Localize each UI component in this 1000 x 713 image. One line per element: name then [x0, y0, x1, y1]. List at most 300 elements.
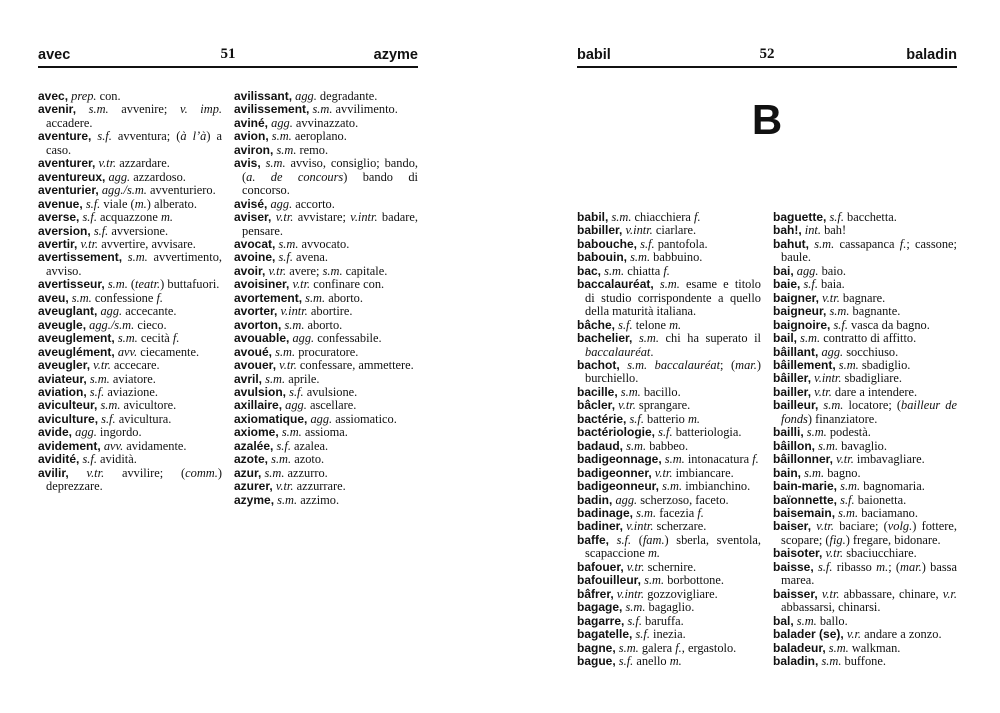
headword: bâillon, [773, 438, 815, 453]
definition-text: viale ( [100, 196, 135, 211]
grammar-label: s.m. [88, 102, 109, 117]
right-column-1 [577, 211, 761, 668]
headword: baie, [773, 277, 801, 292]
headword: aveugler, [38, 358, 91, 373]
definition-text: ) alberato. [146, 196, 197, 211]
grammar-label: agg. [295, 89, 317, 103]
definition-text: aviatore. [109, 371, 156, 386]
headword: azyme, [234, 492, 275, 507]
definition-text: ) fregare, bidonare. [845, 532, 941, 547]
definition-text: batteriologia. [672, 425, 742, 440]
dictionary-entry [577, 642, 761, 655]
definition-text: confessare, ammettere. [296, 358, 414, 373]
dictionary-entry [234, 278, 418, 291]
headword: bâillement, [773, 357, 836, 372]
dictionary-entry [38, 346, 222, 359]
grammar-label: s.m. [322, 263, 343, 278]
headword: avidement, [38, 438, 101, 453]
definition-text: aviazione. [104, 384, 158, 399]
grammar-label: s.m. [618, 640, 639, 655]
definition-text: ingordo. [96, 425, 142, 440]
definition-text: bacillo. [640, 384, 681, 399]
grammar-label: s.m. [662, 479, 683, 494]
dictionary-entry [577, 399, 761, 412]
dictionary-entry [577, 224, 761, 237]
definition-text: sbadigliare. [841, 371, 903, 386]
grammar-label: s.m. [275, 344, 296, 359]
dictionary-entry [38, 413, 222, 426]
dictionary-entry [38, 211, 222, 224]
dictionary-entry [577, 251, 761, 264]
definition-text: confessione [91, 290, 157, 305]
dictionary-entry [577, 494, 761, 507]
grammar-label: s.f. [627, 613, 642, 628]
grammar-label: à l’à [180, 129, 207, 144]
grammar-label: s.f. [618, 653, 634, 668]
headword: bagarre, [577, 613, 625, 628]
dictionary-entry [38, 184, 222, 197]
right-page [577, 0, 957, 713]
grammar-label: comm. [185, 465, 218, 480]
headword: badinage, [577, 505, 634, 520]
definition-text: avvilire; ( [104, 465, 186, 480]
definition-text: sbadiglio. [858, 357, 911, 372]
definition-text: andare a zonzo. [861, 627, 942, 642]
right-running-header [577, 44, 957, 68]
grammar-label: s.m. [264, 465, 285, 480]
headword: avoué, [234, 344, 273, 359]
dictionary-entry [773, 224, 957, 237]
dictionary-entry [38, 90, 222, 103]
grammar-label: s.m. [277, 492, 298, 507]
definition-text: avviso, consiglio; bando, ( [242, 156, 418, 184]
definition-text: aborto. [325, 290, 363, 305]
grammar-label: f. [694, 210, 701, 224]
section-letter: B [751, 96, 783, 143]
headword: avis, [234, 156, 261, 171]
dictionary-entry [234, 413, 418, 426]
grammar-label: int. [804, 223, 821, 238]
definition-text: telone [632, 317, 670, 332]
definition-text: avversione. [108, 223, 169, 238]
dictionary-entry [234, 144, 418, 157]
definition-text: cassapanca [834, 236, 900, 251]
headword: bafouer, [577, 559, 624, 574]
headword: bactérie, [577, 411, 627, 426]
grammar-label: m. [687, 411, 701, 426]
headword: aveu, [38, 290, 69, 305]
grammar-label: s.f. [658, 425, 673, 440]
definition-text: azzardare. [116, 156, 170, 171]
dictionary-entry [577, 211, 761, 224]
definition-text: ) deprezzare. [46, 465, 222, 494]
grammar-label: s.f. [818, 559, 833, 574]
dictionary-entry [773, 440, 957, 453]
headword: avisé, [234, 196, 268, 211]
dictionary-entry [577, 467, 761, 480]
grammar-label: v.tr. [279, 358, 297, 373]
grammar-label: s.m. [265, 371, 286, 386]
definition-text: ; cassone; baule. [781, 236, 957, 265]
dictionary-entry [577, 359, 761, 386]
headword: avertir, [38, 236, 78, 251]
grammar-label: s.m. [71, 290, 92, 305]
grammar-label: s.m. [804, 465, 825, 480]
headword: avide, [38, 425, 73, 440]
dictionary-entry [773, 494, 957, 507]
headword: bai, [773, 263, 794, 278]
definition-text: azzimo. [297, 492, 340, 507]
left-guide-word-first: avec [38, 47, 71, 63]
grammar-label: v.tr. [626, 559, 645, 574]
headword: aveuglement, [38, 331, 115, 346]
grammar-label: v.tr. [654, 465, 673, 480]
dictionary-entry [38, 225, 222, 238]
definition-text: ) bassa marea. [781, 559, 957, 588]
dictionary-entry [577, 588, 761, 601]
grammar-label: s.m. [611, 210, 632, 224]
left-column-1 [38, 90, 222, 494]
definition-text: degradante. [316, 89, 378, 103]
grammar-label: s.m. [823, 398, 844, 413]
right-guide-word-first: babil [577, 47, 611, 63]
dictionary-entry [234, 440, 418, 453]
dictionary-entry [773, 520, 957, 547]
headword: bâcler, [577, 398, 616, 413]
dictionary-entry [234, 426, 418, 439]
grammar-label: s.m. [89, 371, 110, 386]
grammar-label: s.m. [636, 505, 657, 520]
headword: bal, [773, 613, 794, 628]
definition-text: acquazzone [96, 210, 161, 225]
definition-text: babbeo. [646, 438, 689, 453]
dictionary-entry [38, 440, 222, 453]
dictionary-entry [38, 332, 222, 345]
headword: bagne, [577, 640, 616, 655]
headword: avortement, [234, 290, 303, 305]
headword: baisemain, [773, 505, 836, 520]
headword: azurer, [234, 479, 273, 494]
dictionary-entry [773, 467, 957, 480]
headword: avorter, [234, 304, 278, 319]
definition-text: chiacchiera [631, 210, 695, 224]
dictionary-entry [773, 642, 957, 655]
grammar-label: s.m. [806, 425, 827, 440]
dictionary-entry [773, 588, 957, 615]
definition-text: avvilimento. [332, 102, 398, 117]
grammar-label: v.tr. [618, 398, 636, 413]
definition-text [632, 331, 639, 345]
grammar-label: f. [156, 290, 164, 305]
dictionary-entry [234, 386, 418, 399]
grammar-label: agg. [271, 115, 293, 130]
grammar-label: agg. [796, 263, 819, 278]
grammar-label: agg. [108, 169, 131, 184]
grammar-label: v.intr. [616, 586, 645, 601]
grammar-label: v.tr. [816, 519, 834, 534]
grammar-label: agg./s.m. [101, 183, 147, 198]
definition-text: baia. [817, 277, 845, 292]
grammar-label: s.m. [644, 573, 665, 588]
dictionary-entry [38, 103, 222, 130]
headword: bailli, [773, 425, 804, 440]
grammar-label: s.f. [85, 196, 101, 211]
definition-text: azzardoso. [130, 169, 186, 184]
headword: bâillonner, [773, 452, 834, 467]
dictionary-entry [38, 130, 222, 157]
grammar-label: s.m. [659, 277, 680, 292]
grammar-label: m. [669, 317, 682, 332]
grammar-label: s.m. [829, 304, 850, 319]
grammar-label: m. [669, 653, 682, 668]
headword: aventurer, [38, 156, 96, 171]
grammar-label: s.f. [89, 384, 105, 399]
grammar-label: s.m. [271, 129, 292, 144]
dictionary-entry [577, 480, 761, 493]
headword: badaud, [577, 438, 624, 453]
definition-text: con. [96, 89, 121, 103]
definition-text: batterio [643, 411, 688, 426]
dictionary-entry [38, 319, 222, 332]
grammar-label: v.intr. [814, 371, 842, 386]
dictionary-entry [234, 480, 418, 493]
dictionary-entry [773, 655, 957, 668]
right-column-2 [773, 211, 957, 668]
definition-text [76, 102, 89, 116]
dictionary-entry [234, 494, 418, 507]
grammar-label: s.f. [840, 492, 855, 507]
headword: babil, [577, 210, 609, 224]
definition-text: buffone. [841, 653, 886, 668]
dictionary-entry [38, 426, 222, 439]
definition-text: gozzovigliare. [644, 586, 718, 601]
dictionary-entry [234, 90, 418, 103]
definition-text: ( [631, 532, 643, 547]
headword: avertissement, [38, 250, 123, 265]
dictionary-entry [38, 373, 222, 386]
definition-text: vasca da bagno. [847, 317, 930, 332]
grammar-label: fig. [829, 532, 846, 547]
dictionary-entry [773, 426, 957, 439]
definition-text: imbavagliare. [853, 452, 925, 467]
definition-text: ciarlare. [652, 223, 697, 238]
definition-text: imbianchino. [682, 479, 751, 494]
dictionary-entry [234, 103, 418, 116]
dictionary-entry [234, 265, 418, 278]
headword: aventure, [38, 129, 92, 144]
headword: aventurier, [38, 183, 99, 198]
definition-text: baionetta. [854, 492, 907, 507]
headword: azur, [234, 465, 262, 480]
dictionary-entry [234, 251, 418, 264]
definition-text: scherzare. [653, 519, 707, 534]
dictionary-entry [234, 198, 418, 211]
definition-text: ) finanziatore. [807, 411, 878, 426]
definition-text: galera [638, 640, 676, 655]
definition-text: podestà. [826, 425, 871, 440]
definition-text: , ergastolo. [681, 640, 737, 655]
grammar-label: s.m. [281, 425, 302, 440]
grammar-label: s.f. [629, 411, 644, 426]
definition-text: ; ( [888, 559, 901, 574]
left-page [38, 0, 418, 713]
headword: avoir, [234, 263, 266, 278]
dictionary-entry [773, 386, 957, 399]
headword: azalée, [234, 438, 274, 453]
dictionary-entry [234, 453, 418, 466]
dictionary-entry [234, 211, 418, 238]
dictionary-entry [234, 238, 418, 251]
headword: aviation, [38, 384, 87, 399]
definition-text: avvocato. [298, 236, 350, 251]
definition-text: ) buttafuori. [160, 277, 220, 292]
grammar-label: agg. [615, 492, 638, 507]
headword: avenir, [38, 102, 77, 117]
grammar-label: v. imp. [180, 102, 222, 117]
headword: badigeonneur, [577, 479, 660, 494]
grammar-label: s.m. [828, 640, 849, 655]
grammar-label: v.intr. [626, 519, 654, 534]
grammar-label: s.m. [821, 653, 842, 668]
headword: badin, [577, 492, 613, 507]
dictionary-entry [38, 467, 222, 494]
definition-text: assiomatico. [332, 411, 397, 426]
dictionary-entry [577, 426, 761, 439]
definition-text: avvertimento, avviso. [46, 250, 222, 278]
grammar-label: v.intr. [350, 210, 378, 225]
headword: bacille, [577, 384, 618, 399]
definition-text: abortire. [307, 304, 353, 319]
grammar-label: f. [697, 505, 704, 520]
headword: bactériologie, [577, 425, 656, 440]
headword: badigeonnage, [577, 452, 662, 467]
dictionary-entry [577, 655, 761, 668]
headword: avouable, [234, 331, 290, 346]
headword: bahut, [773, 236, 809, 251]
headword: bail, [773, 331, 798, 346]
headword: avertisseur, [38, 277, 105, 292]
grammar-label: s.f. [640, 236, 655, 251]
headword: bague, [577, 653, 616, 668]
dictionary-entry [773, 211, 957, 224]
dictionary-entry [38, 251, 222, 278]
grammar-label: s.m. [127, 250, 148, 265]
grammar-label: fam. [642, 532, 665, 547]
definition-text: contratto di affitto. [820, 331, 917, 346]
definition-text: bagnomaria. [860, 479, 925, 494]
headword: aveuglément, [38, 344, 115, 359]
dictionary-entry [773, 278, 957, 291]
grammar-label: f. [663, 263, 670, 278]
grammar-label: s.f. [276, 438, 291, 453]
definition-text: ) a caso. [46, 129, 222, 157]
grammar-label: s.m. [278, 236, 299, 251]
dictionary-entry [577, 332, 761, 359]
grammar-label: agg. [270, 196, 293, 211]
definition-text: avvistare; [293, 210, 351, 225]
definition-text: babbuino. [650, 250, 703, 265]
dictionary-entry [38, 453, 222, 466]
headword: bafouilleur, [577, 573, 642, 588]
dictionary-entry [577, 440, 761, 453]
dictionary-entry [38, 278, 222, 291]
headword: avoine, [234, 250, 276, 265]
headword: bagage, [577, 600, 623, 615]
headword: aviné, [234, 115, 269, 130]
headword: averse, [38, 210, 80, 225]
grammar-label: v.tr. [836, 452, 854, 467]
dictionary-entry [234, 399, 418, 412]
headword: avouer, [234, 358, 277, 373]
headword: avilissement, [234, 102, 310, 117]
dictionary-entry [773, 292, 957, 305]
headword: bagatelle, [577, 627, 633, 642]
dictionary-entry [773, 332, 957, 345]
definition-text: cecità [137, 331, 173, 346]
dictionary-entry [577, 507, 761, 520]
grammar-label: f. [752, 452, 759, 467]
definition-text: avidità. [96, 452, 137, 467]
grammar-label: agg. [100, 304, 123, 319]
grammar-label: s.m. [625, 600, 646, 615]
dictionary-entry [234, 373, 418, 386]
dictionary-entry [577, 278, 761, 318]
definition-text: anello [633, 653, 670, 668]
definition-text: baciare; ( [833, 519, 888, 534]
grammar-label: avv. [103, 438, 124, 453]
grammar-label: m. [134, 196, 147, 211]
headword: avulsion, [234, 384, 287, 399]
grammar-label: s.m. [312, 102, 333, 117]
grammar-label: s.m. [265, 156, 286, 171]
grammar-label: mar. [735, 357, 757, 372]
definition-text: baciamano. [858, 505, 918, 520]
dictionary-entry [773, 399, 957, 426]
grammar-label: s.f. [97, 129, 112, 144]
definition-text: sprangare. [635, 398, 691, 413]
definition-text: aprile. [285, 371, 320, 386]
dictionary-entry [773, 346, 957, 359]
definition-text [609, 533, 617, 547]
definition-text: imbiancare. [672, 465, 734, 480]
grammar-label: mar. [900, 559, 922, 574]
grammar-label: m. [160, 210, 173, 225]
definition-text: ) bando di concorso. [242, 169, 418, 198]
grammar-label: prep. [71, 89, 97, 103]
left-guide-word-last: azyme [373, 47, 418, 63]
dictionary-entry [773, 305, 957, 318]
grammar-label: s.f. [82, 452, 97, 467]
definition-text: azzurrare. [293, 479, 346, 494]
grammar-label: bailleur de fonds [781, 398, 957, 426]
grammar-label: s.f. [618, 317, 633, 332]
definition-text: baruffa. [641, 613, 684, 628]
dictionary-entry [234, 467, 418, 480]
definition-text: abbassarsi, chinarsi. [781, 600, 881, 615]
headword: baffe, [577, 532, 610, 547]
grammar-label: s.f. [93, 223, 109, 238]
dictionary-entry [577, 561, 761, 574]
grammar-label: s.m. [107, 277, 128, 292]
grammar-label: s.m. [800, 331, 821, 346]
headword: baïonnette, [773, 492, 838, 507]
dictionary-entry [577, 386, 761, 399]
definition-text: bagno. [824, 465, 861, 480]
dictionary-entry [38, 198, 222, 211]
grammar-label: s.f. [101, 411, 116, 426]
definition-text: avena. [292, 250, 329, 265]
definition-text: ; ( [720, 357, 736, 372]
